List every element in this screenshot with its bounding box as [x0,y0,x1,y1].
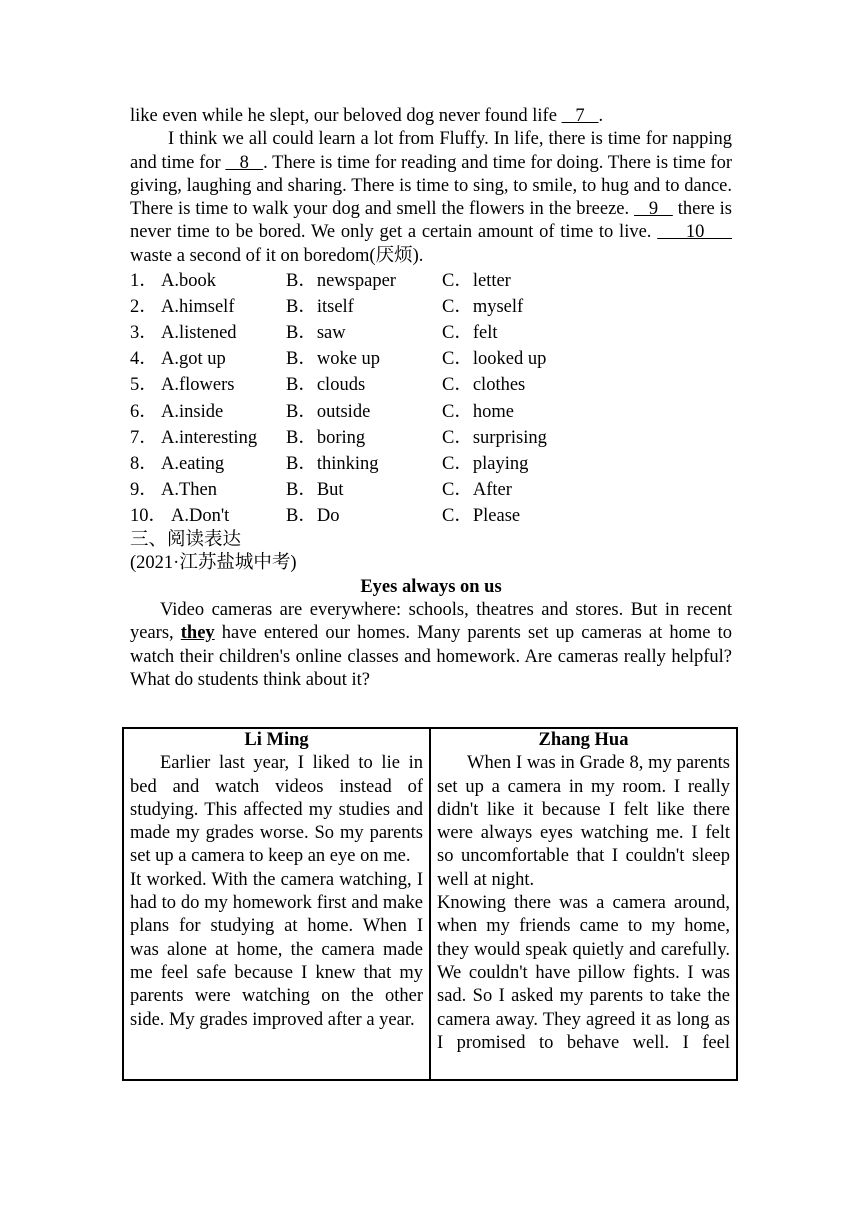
key-word: they [180,623,215,644]
opinion-table [122,727,738,1081]
option-c: C．Please [442,505,521,526]
blank-9: 9 [634,199,673,220]
question-number: 9． [130,479,158,500]
question-number: 5． [130,375,158,396]
question-number: 1． [130,271,158,292]
option-c: C．letter [442,271,511,292]
option-row [130,268,732,294]
passage-title: Eyes always on us [360,576,502,597]
question-number: 6． [130,401,158,422]
option-b: B．woke up [286,349,381,370]
option-a: A.flowers [161,375,235,396]
option-b: B．newspaper [286,271,396,292]
text-run: have entered our homes. Many parents set up cameras at home to watch their children's online classes and homework. Are cameras really helpful? What do students think about it? [130,623,732,690]
text-run: like even while he slept, our beloved dog never found life [130,106,562,126]
option-c: C．After [442,479,512,500]
option-b: B．Do [286,505,340,526]
option-b: B．saw [286,323,346,344]
option-row [130,503,732,529]
option-row [130,346,732,372]
worksheet-page [130,105,732,692]
section-heading: 三、阅读表达 [130,530,242,551]
option-c: C．home [442,401,514,422]
cloze-paragraph [130,128,732,268]
option-a: A.interesting [161,427,258,448]
question-number: 7． [130,427,158,448]
option-c: C．surprising [442,427,547,448]
option-row [130,399,732,425]
question-number: 10． [130,505,168,526]
column-header: Li Ming [244,730,309,750]
blank-7: 7 [561,106,599,126]
question-number: 4． [130,349,158,370]
option-b: B．boring [286,427,366,448]
cell-paragraph: Knowing there was a camera around, when my friends came to my home, they would speak quietly and carefully. We couldn't have pillow fights. I was sad. So I asked my parents to take the camera away. They agreed it as long as I promised to behave well. I feel [437,893,730,1053]
option-c: C．looked up [442,349,547,370]
cell-paragraph: Earlier last year, I liked to lie in bed and watch videos instead of studying. This affected my studies and made my grades worse. So my parents set up a camera to keep an eye on me. [130,753,423,867]
option-row [130,477,732,503]
text-run: there is never time to be bored. We only get a certain amount of time to live. [130,199,733,243]
option-b: B．itself [286,297,354,318]
source-note: (2021·江苏盐城中考) [130,553,297,574]
option-row [130,451,732,477]
option-c: C．clothes [442,375,526,396]
answer-options [130,268,732,529]
option-a: A.got up [161,349,226,370]
question-number: 2． [130,297,158,318]
text-run: . [598,106,604,126]
option-a: A.book [161,271,216,292]
blank-8: 8 [225,152,264,173]
option-row [130,372,732,398]
cloze-paragraph-end [130,105,732,128]
option-c: C．playing [442,453,529,474]
text-run: waste a second of it on boredom(厌烦). [130,245,424,266]
option-a: A.Don't [171,505,230,526]
option-b: B．thinking [286,453,379,474]
option-a: A.Then [161,479,217,500]
question-number: 8． [130,453,158,474]
question-number: 3． [130,323,158,344]
text-run: I think we all could learn a lot from Fluffy. In life, there is time for napping and time for [130,129,732,173]
option-row [130,425,732,451]
text-run: Video cameras are everywhere: schools, theatres and stores. But in recent years, [130,599,732,644]
passage-intro [130,599,732,692]
column-header: Zhang Hua [538,730,629,750]
table-cell-zhang-hua [430,728,737,1080]
option-c: C．felt [442,323,498,344]
text-run: . There is time for reading and time for doing. There is time for giving, laughing and sharing. There is time to sing, to smile, to hug and to dance. There is time to walk your dog and smell the flowers in the breeze. [130,152,732,220]
option-b: B．outside [286,401,371,422]
option-b: B．But [286,479,344,500]
cell-paragraph: It worked. With the camera watching, I had to do my homework first and make plans for studying at home. When I was alone at home, the camera made me feel safe because I knew that my parents were watching on the other side. My grades improved after a year. [130,869,423,1030]
option-a: A.inside [161,401,224,422]
option-c: C．myself [442,297,524,318]
option-a: A.eating [161,453,225,474]
option-row [130,294,732,320]
table-cell-li-ming [123,728,430,1080]
blank-10: 10 [657,222,733,243]
cell-paragraph: When I was in Grade 8, my parents set up a camera in my room. I really didn't like it because I felt like there were always eyes watching me. I felt so uncomfortable that I couldn't sleep well at night. [437,753,730,890]
option-a: A.listened [161,323,237,344]
option-a: A.himself [161,297,235,318]
option-row [130,320,732,346]
option-b: B．clouds [286,375,366,396]
